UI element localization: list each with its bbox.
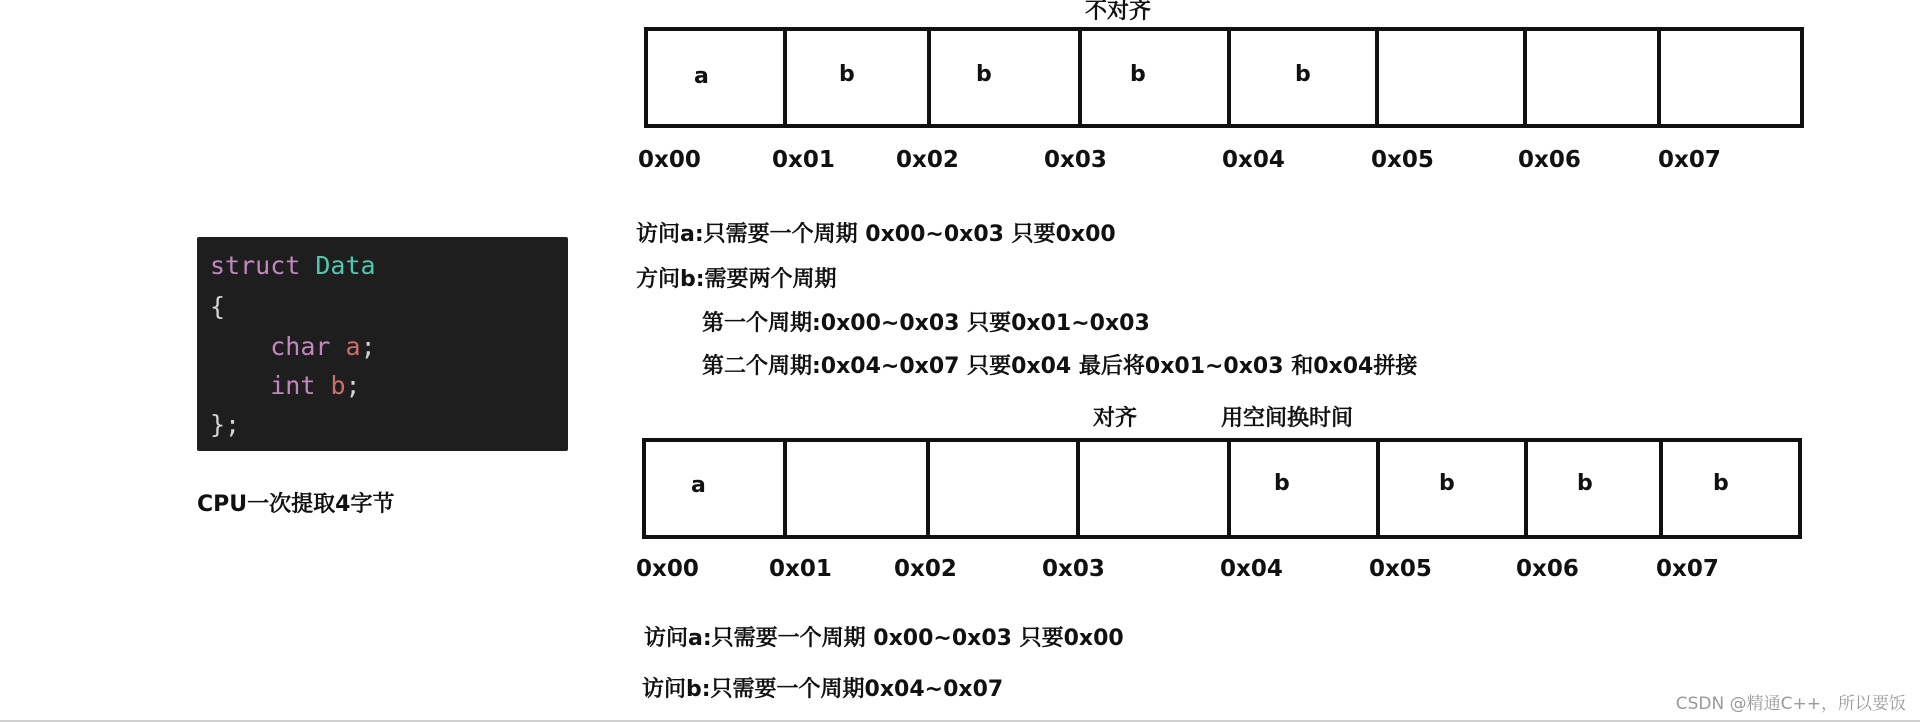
aligned-cell-7: b [1659,442,1806,535]
watermark: CSDN @精通C++，所以要饭 [1675,694,1906,714]
unaligned-cell-4: b [1227,31,1379,124]
unaligned-cell-1: b [783,31,931,124]
unaligned-addr-3: 0x03 [1044,147,1107,173]
aligned-cell-4: b [1227,442,1380,535]
unaligned-note-cycle2: 第二个周期:0x04~0x07 只要0x04 最后将0x01~0x03 和0x04拼接 [702,354,1418,379]
code-snippet [197,237,568,451]
unaligned-cell-2: b [927,31,1082,124]
unaligned-addr-5: 0x05 [1371,147,1434,173]
aligned-subtitle: 用空间换时间 [1221,406,1354,431]
aligned-addr-6: 0x06 [1516,556,1579,582]
aligned-addr-2: 0x02 [894,556,957,582]
aligned-note-b: 访问b:只需要一个周期0x04~0x07 [642,677,1004,702]
aligned-addr-0: 0x00 [636,556,699,582]
unaligned-addr-7: 0x07 [1658,147,1721,173]
aligned-cell-1 [783,442,930,535]
unaligned-cell-5 [1375,31,1527,124]
unaligned-addr-4: 0x04 [1222,147,1285,173]
aligned-addr-4: 0x04 [1220,556,1283,582]
unaligned-addr-0: 0x00 [638,147,701,173]
code-line-1 [210,251,376,281]
code-line-5: }; [210,410,241,439]
aligned-cell-6: b [1524,442,1663,535]
var-a: a [345,332,361,361]
aligned-addr-7: 0x07 [1656,556,1719,582]
unaligned-title: 不对齐 [1085,0,1152,24]
aligned-cell-3 [1076,442,1231,535]
unaligned-cell-6 [1523,31,1661,124]
unaligned-note-b: 方问b:需要两个周期 [636,267,837,292]
aligned-addr-5: 0x05 [1369,556,1432,582]
aligned-note-a: 访问a:只需要一个周期 0x00~0x03 只要0x00 [644,626,1124,651]
unaligned-addr-6: 0x06 [1518,147,1581,173]
cpu-caption: CPU一次提取4字节 [197,492,395,517]
code-line-3: char a; [270,332,376,361]
unaligned-cell-3: b [1078,31,1231,124]
unaligned-cell-7 [1657,31,1804,124]
code-line-4: int b; [270,371,361,400]
var-b: b [330,371,346,400]
aligned-addr-1: 0x01 [769,556,832,582]
aligned-cell-5: b [1376,442,1528,535]
code-line-2: { [210,292,226,321]
type-char: char [270,332,331,361]
struct-name: Data [315,251,376,280]
unaligned-addr-1: 0x01 [772,147,835,173]
unaligned-cell-0: a [694,64,709,89]
aligned-memory-row [642,438,1802,539]
unaligned-addr-2: 0x02 [896,147,959,173]
aligned-title: 对齐 [1093,406,1138,431]
aligned-cell-0: a [691,473,706,498]
unaligned-note-cycle1: 第一个周期:0x00~0x03 只要0x01~0x03 [702,311,1150,336]
struct-keyword: struct [210,251,301,280]
aligned-cell-2 [926,442,1080,535]
aligned-addr-3: 0x03 [1042,556,1105,582]
type-int: int [270,371,316,400]
unaligned-memory-row [644,27,1804,128]
unaligned-note-a: 访问a:只需要一个周期 0x00~0x03 只要0x00 [636,222,1116,247]
